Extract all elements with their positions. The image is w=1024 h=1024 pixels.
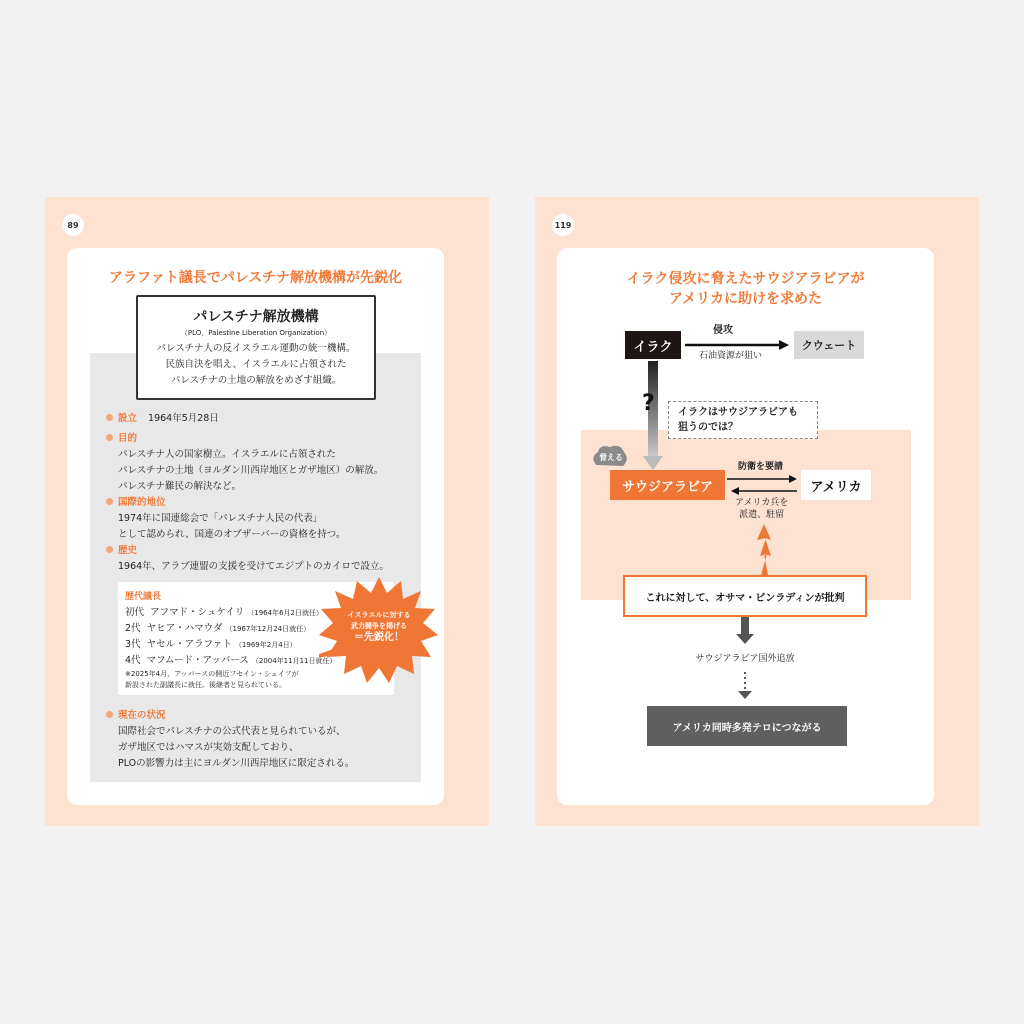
chairman-row — [125, 652, 337, 666]
burst-line: イスラエルに対する — [347, 611, 411, 619]
expelled-label: サウジアラビア国外追放 — [695, 654, 795, 664]
page-number: 119 — [552, 214, 574, 236]
chairman-name: アフマド・シュケイリ — [150, 607, 245, 618]
plo-desc-line: パレスチナの土地の解放をめざす組織。 — [170, 375, 342, 386]
chairman-gen: 2代 — [125, 623, 141, 634]
chairman-gen: 3代 — [125, 639, 141, 650]
question-mark-icon: ? — [642, 391, 655, 416]
left-page — [45, 197, 489, 826]
content-card — [67, 248, 444, 805]
purpose-line: パレスチナの土地（ヨルダン川西岸地区とガザ地区）の解放。 — [118, 465, 384, 476]
chairman-date: （1964年6月2日就任） — [247, 609, 323, 617]
iraq-box: イラク — [625, 331, 681, 359]
question-line: 狙うのでは？ — [678, 422, 738, 433]
chairman-name: マフムード・アッバース — [146, 655, 249, 666]
status-section — [106, 495, 345, 543]
america-box: アメリカ — [801, 470, 871, 500]
plo-english-name: （PLO、Palestine Liberation Organization） — [180, 329, 332, 337]
invade-label: 侵攻 — [713, 325, 733, 336]
chairman-row — [125, 620, 310, 634]
founded-date: 1964年5月28日 — [148, 413, 219, 424]
chairman-name: ヤヒア・ハマウダ — [146, 623, 223, 634]
current-label: 現在の状況 — [106, 708, 354, 724]
note-line: ※2025年4月、アッバースの側近フセイン・シェイフが — [125, 670, 299, 678]
chairman-date: （1967年12月24日就任） — [225, 625, 311, 633]
page-title-line2: アメリカに助けを求めた — [668, 291, 823, 307]
current-section — [106, 708, 354, 772]
chairman-gen: 初代 — [125, 607, 145, 618]
burst-text — [319, 610, 439, 643]
purpose-section — [106, 431, 383, 495]
page-title: アラファト議長でパレスチナ解放機構が先鋭化 — [108, 270, 403, 286]
history-line: 1964年、アラブ連盟の支援を受けてエジプトのカイロで設立。 — [118, 561, 389, 572]
question-bubble — [668, 401, 818, 439]
troops-line: アメリカ兵を — [735, 498, 789, 508]
status-line: 1974年に国連総会で「パレスチナ人民の代表」 — [118, 513, 323, 524]
kuwait-box: クウェート — [794, 331, 864, 359]
question-line: イラクはサウジアラビアも — [678, 407, 798, 418]
troops-label — [735, 497, 788, 521]
plo-name: パレスチナ解放機構 — [193, 309, 319, 325]
chairmen-title: 歴代議長 — [125, 592, 162, 602]
radicalization-burst — [319, 575, 439, 685]
page-title-line1: イラク侵攻に脅えたサウジアラビアが — [626, 271, 865, 287]
oil-label: 石油資源が狙い — [699, 351, 763, 361]
founded-label: 設立 — [106, 413, 137, 424]
purpose-line: パレスチナ難民の解決など。 — [118, 481, 242, 492]
plo-desc-line: 民族自決を唱え、イスラエルに占領された — [165, 359, 347, 370]
current-line: ガザ地区ではハマスが実効支配しており、 — [118, 742, 299, 753]
right-page — [535, 197, 979, 826]
current-line: PLOの影響力は主にヨルダン川西岸地区に限定される。 — [118, 758, 355, 769]
founded-section — [106, 411, 219, 427]
plo-desc-line: パレスチナ人の反イスラエル運動の統一機構。 — [156, 343, 356, 354]
criticism-box: これに対して、オサマ・ビンラディンが批判 — [623, 575, 867, 617]
request-defense-label: 防衛を要請 — [738, 462, 784, 472]
status-line: として認められ、国連のオブザーバーの資格を持つ。 — [118, 529, 346, 540]
result-box: アメリカ同時多発テロにつながる — [647, 706, 847, 746]
chairman-date: （2004年11月11日就任） — [251, 657, 337, 665]
content-card — [557, 248, 934, 805]
chairman-row — [125, 604, 323, 618]
chairman-name: ヤセル・アラファト — [146, 639, 232, 650]
burst-line: ＝先鋭化！ — [354, 632, 404, 643]
status-label: 国際的地位 — [106, 495, 345, 511]
history-section — [106, 543, 389, 575]
chairman-date: （1969年2月4日） — [234, 641, 297, 649]
chairmen-note — [125, 669, 299, 691]
chairman-row — [125, 636, 297, 650]
burst-line: 武力闘争を掲げる — [351, 622, 407, 630]
history-label: 歴史 — [106, 543, 389, 559]
page-number: 89 — [62, 214, 84, 236]
chairman-gen: 4代 — [125, 655, 141, 666]
plo-definition-box — [136, 295, 376, 400]
saudi-box: サウジアラビア — [610, 470, 725, 500]
note-line: 新設された副議長に就任。後継者と見られている。 — [125, 681, 286, 689]
troops-line: 派遣、駐留 — [739, 510, 785, 520]
purpose-line: パレスチナ人の国家樹立。イスラエルに占領された — [118, 449, 336, 460]
purpose-label: 目的 — [106, 431, 383, 447]
current-line: 国際社会でパレスチナの公式代表と見られているが、 — [118, 726, 346, 737]
fear-label: 脅える — [599, 453, 623, 462]
